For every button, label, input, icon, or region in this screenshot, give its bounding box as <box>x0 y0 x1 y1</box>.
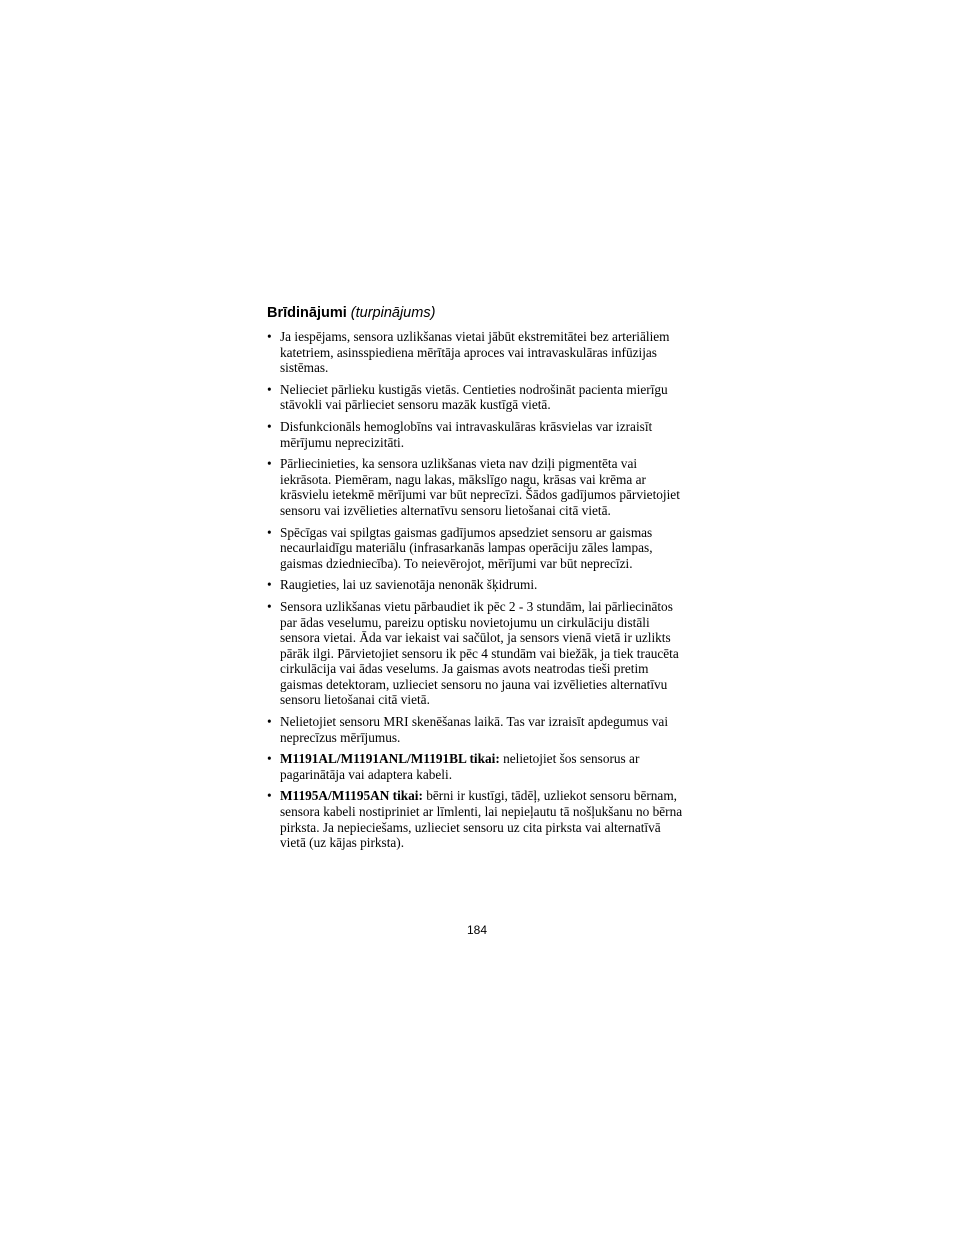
warning-text: bērni ir kustīgi, tādēļ, uzliekot sensoru bērnam, sensora kabeli nostipriniet ar līmlenti, lai nepieļautu tā nošļukšanu no bērna pirksta. Ja nepieciešams, uzlieciet sensoru uz cita pirksta vai alternatīvā vietā (uz kājas pirksta). <box>280 788 683 851</box>
warning-item <box>267 599 689 708</box>
warning-item <box>267 788 689 850</box>
heading-title: Brīdinājumi <box>267 305 347 321</box>
warning-item <box>267 419 689 450</box>
warning-text: Nelieciet pārlieku kustigās vietās. Centieties nodrošināt pacienta mierīgu stāvokli vai pārlieciet sensoru mazāk kustīgā vietā. <box>280 381 668 413</box>
page-content <box>267 304 689 857</box>
page-number: 184 <box>466 923 488 937</box>
warning-text: nelietojiet šos sensorus ar pagarinātāja vai adaptera kabeli. <box>280 751 640 782</box>
bullet-icon: • <box>267 598 272 614</box>
heading-subtitle: (turpinājums) <box>350 305 436 321</box>
warning-text: Spēcīgas vai spilgtas gaismas gadījumos apsedziet sensoru ar gaismas necaurlaidīgu materiālu (infrasarkanās lampas operāciju zāles lampas, gaismas dziedniecība). To neievērojot, mērījumi var būt neprecīzi. <box>280 524 653 571</box>
warning-text: Ja iespējams, sensora uzlikšanas vietai jābūt ekstremitātei bez arteriāliem katetriem, asinsspiediena mērītāja aproces vai intravaskulāras infūzijas sistēmas. <box>280 329 670 376</box>
bullet-icon: • <box>267 577 272 593</box>
warning-item <box>267 456 689 518</box>
bullet-icon: • <box>267 714 272 730</box>
bullet-icon: • <box>267 456 272 472</box>
warning-text: Sensora uzlikšanas vietu pārbaudiet ik pēc 2 - 3 stundām, lai pārliecinātos par ādas veselumu, pareizu optisku novietojumu un cirkulāciju distāli sensora vietai. Āda var iekaist vai sačūlot, ja sensors vienā vietā ir uzlikts pārāk ilgi. Pārvietojiet sensoru ik pēc 4 stundām vai biežāk, ja tiek traucēta cirkulācija vai ādas veselums. Ja gaismas avots neatrodas tieši pretim gaismas detektoram, uzlieciet sensoru no jauna vai izvēlieties alternatīvu sensoru lietošanai citā vietā. <box>280 598 679 708</box>
warnings-list <box>267 329 689 851</box>
warning-item <box>267 714 689 745</box>
bullet-icon: • <box>267 329 272 344</box>
bullet-icon: • <box>267 418 272 434</box>
bullet-icon: • <box>267 788 272 804</box>
bullet-icon: • <box>267 381 272 397</box>
warning-text: Pārliecinieties, ka sensora uzlikšanas vieta nav dziļi pigmentēta vai iekrāsota. Piemēram, nagu lakas, mākslīgo nagu, krāsas vai krēma ar krāsvielu ietekmē mērījumi var būt neprecīzi. Šādos gadījumos pārvietojiet sensoru vai izvēlieties alternatīvu sensoru lietošanai citā vietā. <box>280 456 680 518</box>
warning-prefix: M1195A/M1195AN tikai: <box>280 788 423 804</box>
bullet-icon: • <box>267 524 272 540</box>
warning-item <box>267 329 689 376</box>
warning-item <box>267 382 689 413</box>
warning-prefix: M1191AL/M1191ANL/M1191BL tikai: <box>280 751 500 767</box>
warning-item <box>267 751 689 782</box>
warning-text: Raugieties, lai uz savienotāja nenonāk šķidrumi. <box>280 577 538 593</box>
warning-text: Disfunkcionāls hemoglobīns vai intravaskulāras krāsvielas var izraisīt mērījumu neprecizitāti. <box>280 418 653 450</box>
bullet-icon: • <box>267 751 272 767</box>
warning-item <box>267 525 689 572</box>
warning-text: Nelietojiet sensoru MRI skenēšanas laikā. Tas var izraisīt apdegumus vai neprecīzus mērījumus. <box>280 714 669 745</box>
section-heading <box>267 304 689 322</box>
warning-item <box>267 577 689 593</box>
